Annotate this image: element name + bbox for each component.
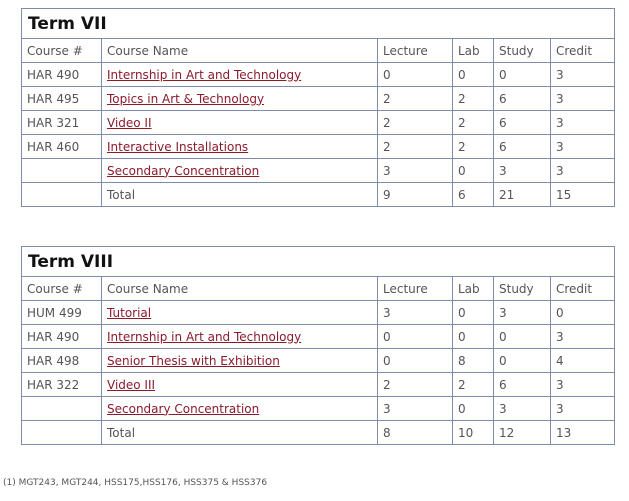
lecture-value: 2 xyxy=(378,373,453,397)
lab-value: 2 xyxy=(453,87,494,111)
lab-value: 2 xyxy=(453,111,494,135)
table-row xyxy=(22,159,615,183)
total-credit: 13 xyxy=(551,421,615,445)
lab-value: 0 xyxy=(453,159,494,183)
term-title: Term VIII xyxy=(22,247,615,277)
total-row xyxy=(22,421,615,445)
study-value: 3 xyxy=(494,301,551,325)
study-value: 3 xyxy=(494,397,551,421)
course-num: HAR 498 xyxy=(22,349,102,373)
study-value: 6 xyxy=(494,87,551,111)
header-course-name: Course Name xyxy=(102,277,378,301)
lecture-value: 2 xyxy=(378,111,453,135)
lab-value: 0 xyxy=(453,63,494,87)
course-num: HAR 460 xyxy=(22,135,102,159)
term-vii-table xyxy=(21,8,615,207)
credit-value: 0 xyxy=(551,301,615,325)
header-credit: Credit xyxy=(551,277,615,301)
course-name-cell xyxy=(102,325,378,349)
total-row xyxy=(22,183,615,207)
lecture-value: 2 xyxy=(378,135,453,159)
credit-value: 3 xyxy=(551,135,615,159)
course-name-cell xyxy=(102,373,378,397)
course-name-cell xyxy=(102,397,378,421)
lab-value: 2 xyxy=(453,135,494,159)
course-name-cell xyxy=(102,349,378,373)
study-value: 6 xyxy=(494,135,551,159)
course-num: HAR 322 xyxy=(22,373,102,397)
total-lecture: 8 xyxy=(378,421,453,445)
course-name-cell xyxy=(102,87,378,111)
table-row xyxy=(22,349,615,373)
course-name-cell xyxy=(102,63,378,87)
study-value: 6 xyxy=(494,111,551,135)
credit-value: 3 xyxy=(551,397,615,421)
term-title-row xyxy=(22,9,615,39)
study-value: 3 xyxy=(494,159,551,183)
header-credit: Credit xyxy=(551,39,615,63)
credit-value: 4 xyxy=(551,349,615,373)
header-lab: Lab xyxy=(453,39,494,63)
course-num: HAR 490 xyxy=(22,63,102,87)
header-course-num: Course # xyxy=(22,277,102,301)
course-link[interactable]: Tutorial xyxy=(107,305,152,320)
table-row xyxy=(22,111,615,135)
header-lecture: Lecture xyxy=(378,39,453,63)
total-study: 21 xyxy=(494,183,551,207)
course-num xyxy=(22,397,102,421)
empty-cell xyxy=(22,421,102,445)
header-study: Study xyxy=(494,277,551,301)
total-study: 12 xyxy=(494,421,551,445)
course-link[interactable]: Internship in Art and Technology xyxy=(107,67,302,82)
course-link[interactable]: Secondary Concentration xyxy=(107,401,260,416)
table-row xyxy=(22,135,615,159)
header-study: Study xyxy=(494,39,551,63)
term-title: Term VII xyxy=(22,9,615,39)
header-row xyxy=(22,277,615,301)
table-row xyxy=(22,87,615,111)
lecture-value: 3 xyxy=(378,397,453,421)
course-num xyxy=(22,159,102,183)
total-lab: 10 xyxy=(453,421,494,445)
lecture-value: 3 xyxy=(378,159,453,183)
table-row xyxy=(22,325,615,349)
study-value: 0 xyxy=(494,325,551,349)
course-name-cell xyxy=(102,135,378,159)
total-lab: 6 xyxy=(453,183,494,207)
course-num: HAR 490 xyxy=(22,325,102,349)
course-link[interactable]: Video III xyxy=(107,377,156,392)
course-link[interactable]: Senior Thesis with Exhibition xyxy=(107,353,280,368)
credit-value: 3 xyxy=(551,111,615,135)
lecture-value: 2 xyxy=(378,87,453,111)
lecture-value: 3 xyxy=(378,301,453,325)
total-lecture: 9 xyxy=(378,183,453,207)
lab-value: 0 xyxy=(453,301,494,325)
course-link[interactable]: Topics in Art & Technology xyxy=(107,91,265,106)
course-link[interactable]: Interactive Installations xyxy=(107,139,249,154)
credit-value: 3 xyxy=(551,159,615,183)
lab-value: 8 xyxy=(453,349,494,373)
lecture-value: 0 xyxy=(378,63,453,87)
header-row xyxy=(22,39,615,63)
credit-value: 3 xyxy=(551,325,615,349)
course-name-cell xyxy=(102,301,378,325)
course-link[interactable]: Internship in Art and Technology xyxy=(107,329,302,344)
lecture-value: 0 xyxy=(378,349,453,373)
empty-cell xyxy=(22,183,102,207)
course-num: HAR 495 xyxy=(22,87,102,111)
study-value: 6 xyxy=(494,373,551,397)
course-link[interactable]: Secondary Concentration xyxy=(107,163,260,178)
course-num: HAR 321 xyxy=(22,111,102,135)
lecture-value: 0 xyxy=(378,325,453,349)
course-name-cell xyxy=(102,111,378,135)
lab-value: 0 xyxy=(453,397,494,421)
table-row xyxy=(22,373,615,397)
credit-value: 3 xyxy=(551,87,615,111)
term-title-row xyxy=(22,247,615,277)
course-link[interactable]: Video II xyxy=(107,115,152,130)
study-value: 0 xyxy=(494,349,551,373)
course-num: HUM 499 xyxy=(22,301,102,325)
lab-value: 2 xyxy=(453,373,494,397)
footnote: (1) MGT243, MGT244, HSS175,HSS176, HSS375 & HSS376 xyxy=(3,478,268,488)
study-value: 0 xyxy=(494,63,551,87)
lab-value: 0 xyxy=(453,325,494,349)
header-lab: Lab xyxy=(453,277,494,301)
total-credit: 15 xyxy=(551,183,615,207)
total-label: Total xyxy=(102,421,378,445)
header-course-num: Course # xyxy=(22,39,102,63)
header-lecture: Lecture xyxy=(378,277,453,301)
table-row xyxy=(22,397,615,421)
course-name-cell xyxy=(102,159,378,183)
table-row xyxy=(22,301,615,325)
credit-value: 3 xyxy=(551,373,615,397)
table-row xyxy=(22,63,615,87)
credit-value: 3 xyxy=(551,63,615,87)
term-viii-table xyxy=(21,246,615,445)
header-course-name: Course Name xyxy=(102,39,378,63)
total-label: Total xyxy=(102,183,378,207)
